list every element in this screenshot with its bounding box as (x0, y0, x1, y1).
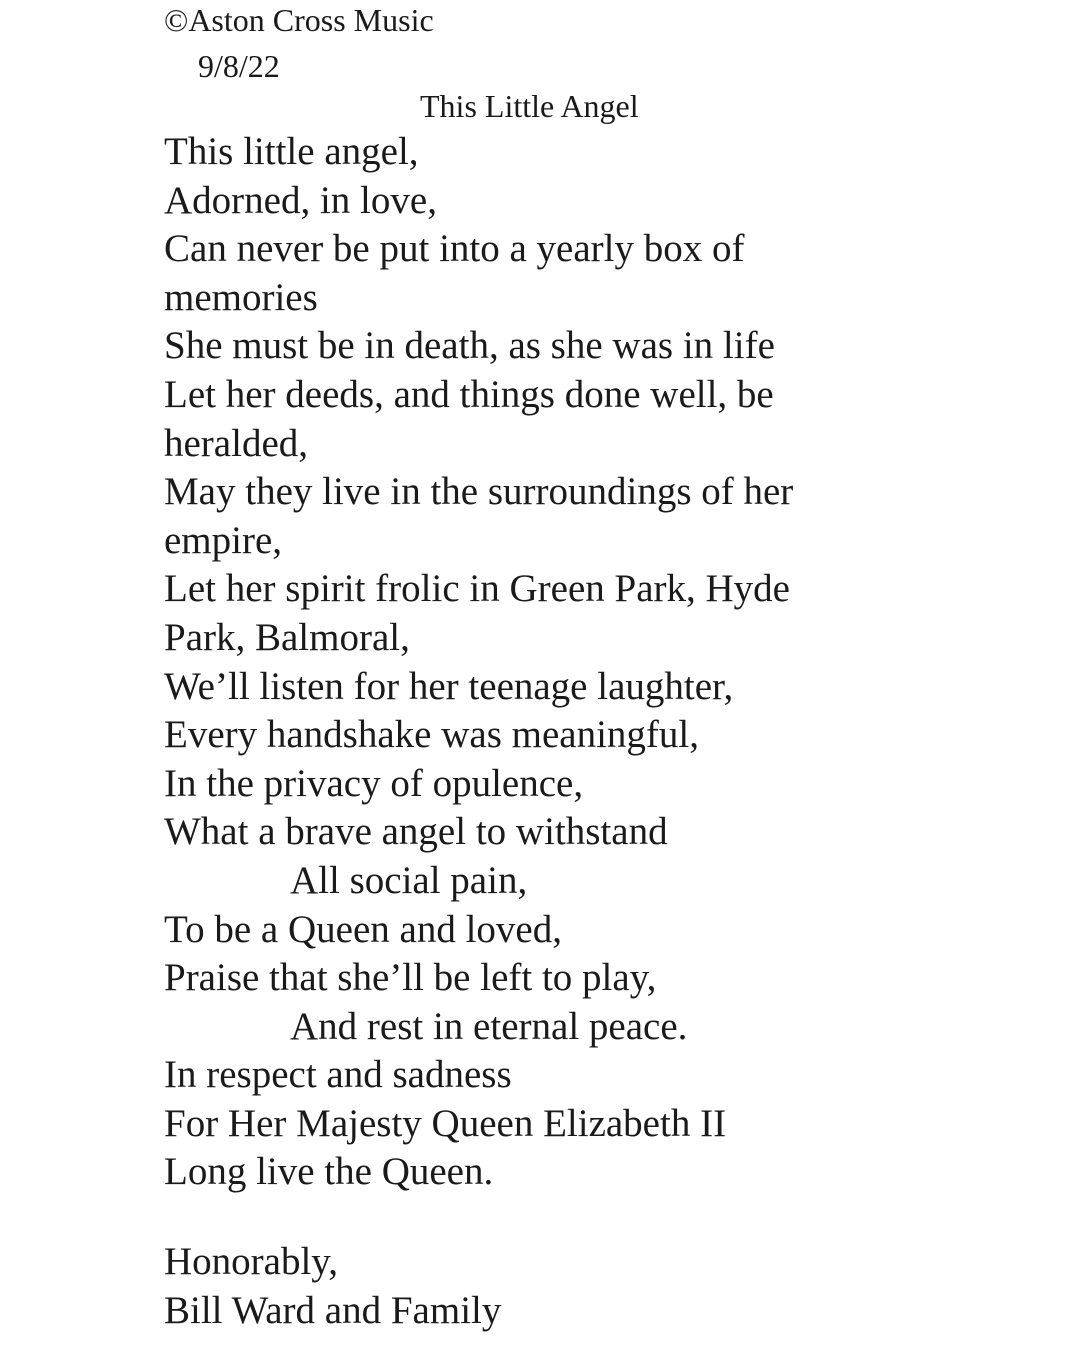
poem-line: For Her Majesty Queen Elizabeth II (164, 1101, 727, 1145)
poem-line: What a brave angel to withstand (164, 810, 668, 854)
poem-line-indented: All social pain, (290, 858, 528, 902)
poem-line: May they live in the surroundings of her (164, 470, 794, 514)
poem-line: Can never be put into a yearly box of (164, 227, 745, 271)
poem-line: This little angel, (164, 130, 419, 173)
poem-line: Let her deeds, and things done well, be (164, 372, 774, 416)
poem-line: Let her spirit frolic in Green Park, Hyde (164, 567, 790, 611)
poem-line: empire, (164, 518, 283, 562)
signature-line: Bill Ward and Family (164, 1288, 502, 1332)
poem-line: Praise that she’ll be left to play, (164, 956, 657, 1000)
poem-body (164, 128, 924, 1197)
poem-title: This Little Angel (420, 88, 639, 124)
signoff (164, 1238, 924, 1335)
closing-line: Honorably, (164, 1240, 339, 1283)
poem-line: We’ll listen for her teenage laughter, (164, 664, 734, 708)
poem-line: In the privacy of opulence, (164, 761, 584, 805)
poem-line: In respect and sadness (164, 1053, 512, 1097)
poem-line: heralded, (164, 421, 309, 465)
poem-line: To be a Queen and loved, (164, 907, 562, 951)
poem-line: memories (164, 275, 318, 319)
poem-line: Park, Balmoral, (164, 615, 410, 659)
poem-date: 9/8/22 (198, 48, 280, 84)
poem-line: Adorned, in love, (164, 178, 437, 222)
poem-line: Long live the Queen. (164, 1150, 494, 1194)
poem-line: Every handshake was meaningful, (164, 713, 699, 757)
poem-line: She must be in death, as she was in life (164, 324, 775, 368)
copyright-notice: ©Aston Cross Music (164, 2, 434, 38)
poem-line-indented: And rest in eternal peace. (290, 1004, 688, 1048)
